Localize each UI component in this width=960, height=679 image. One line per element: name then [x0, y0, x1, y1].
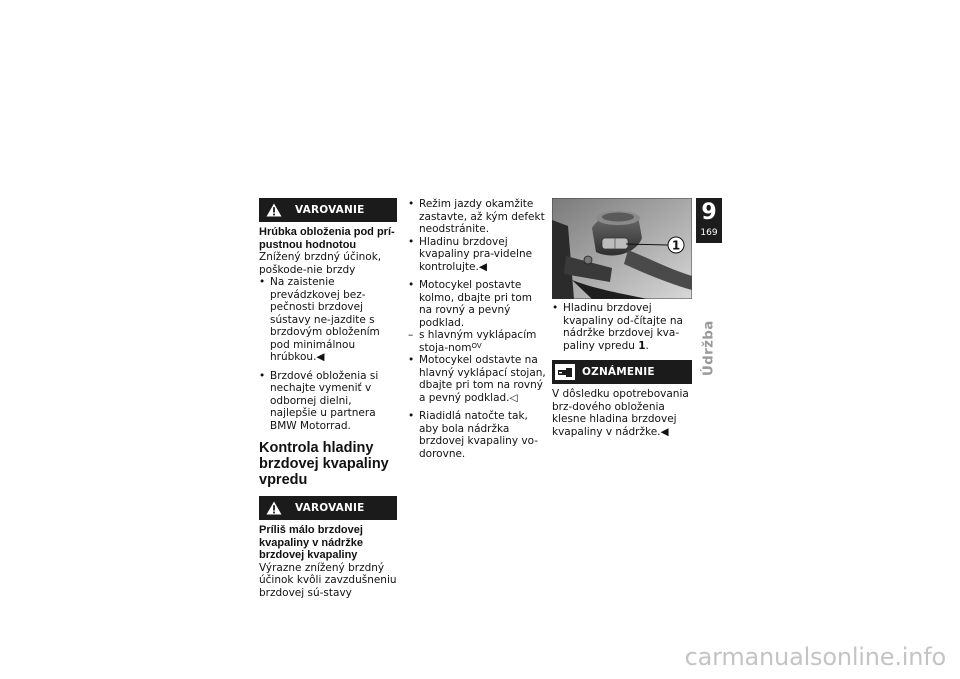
- option-superscript: OV: [471, 341, 482, 350]
- page-number: 169: [700, 228, 718, 238]
- list-item: [408, 329, 548, 354]
- notice-banner: [552, 360, 692, 384]
- left-column: [259, 198, 397, 599]
- chapter-tab: [696, 198, 722, 243]
- wrench-notice-icon: [555, 364, 575, 380]
- instruction-list: [408, 198, 548, 460]
- warning-bullets: [259, 276, 397, 432]
- list-item: • Na zaistenie prevádzkovej bez-pečnosti brzdovej sústavy ne-jazdite s brzdovým obložením pod minimálnou hrúbkou.◀: [259, 276, 397, 364]
- instruction-list: [552, 302, 692, 352]
- section-title: Kontrola hladiny brzdovej kvapaliny vpredu: [259, 440, 389, 488]
- warning-banner: [259, 198, 397, 222]
- list-item: [552, 302, 692, 352]
- notice-label: OZNÁMENIE: [582, 365, 655, 378]
- warning-text: Výrazne znížený brzdný účinok kvôli zavzdušneniu brzdovej sú-stavy: [259, 561, 397, 599]
- warning-triangle-icon: [261, 203, 287, 217]
- brake-reservoir-photo: [552, 198, 692, 299]
- warning-label: VAROVANIE: [295, 203, 365, 216]
- list-item-text: Hladinu brzdovej kvapaliny od-čítajte na nádržke brzdovej kva-paliny vpredu: [563, 302, 683, 352]
- list-item: • Hladinu brzdovej kvapaliny pra-videlne kontrolujte.◀: [408, 236, 548, 274]
- list-item-end: .: [645, 339, 649, 352]
- chapter-number: 9: [701, 200, 717, 225]
- list-item: • Režim jazdy okamžite zastavte, až kým defekt neodstránite.: [408, 198, 548, 236]
- warning-heading: Hrúbka obloženia pod prí-pustnou hodnotou: [259, 226, 395, 251]
- list-item: • Riadidlá natočte tak, aby bola nádržka brzdovej kvapaliny vo-dorovne.: [408, 410, 548, 460]
- watermark: carmanualsonline.info: [684, 643, 946, 671]
- warning-banner: [259, 496, 397, 520]
- right-column: [552, 198, 692, 438]
- middle-column: [408, 198, 548, 460]
- warning-heading: Príliš málo brzdovej kvapaliny v nádržke brzdovej kvapaliny: [259, 524, 363, 561]
- warning-text: Znížený brzdný účinok, poškode-nie brzdy: [259, 251, 382, 276]
- chapter-title-text: Údržba: [700, 320, 717, 376]
- list-item-text: s hlavným vyklápacím stoja-nom: [419, 329, 537, 354]
- chapter-title: [697, 318, 721, 378]
- warning-label: VAROVANIE: [295, 501, 365, 514]
- notice-text: V dôsledku opotrebovania brz-dového obloženia klesne hladina brzdovej kvapaliny v nádržke.◀: [552, 388, 689, 438]
- list-item: • Motocykel odstavte na hlavný vyklápací stojan, dbajte pri tom na rovný a pevný podklad.◁: [408, 354, 548, 404]
- callout-1: 1: [671, 238, 681, 253]
- callout-reference: 1: [638, 339, 646, 352]
- list-item: • Motocykel postavte kolmo, dbajte pri tom na rovný a pevný podklad.: [408, 279, 548, 329]
- warning-triangle-icon: [261, 501, 287, 515]
- list-item: • Brzdové obloženia si nechajte vymeniť v odbornej dielni, najlepšie u partnera BMW Motorrad.: [259, 370, 397, 433]
